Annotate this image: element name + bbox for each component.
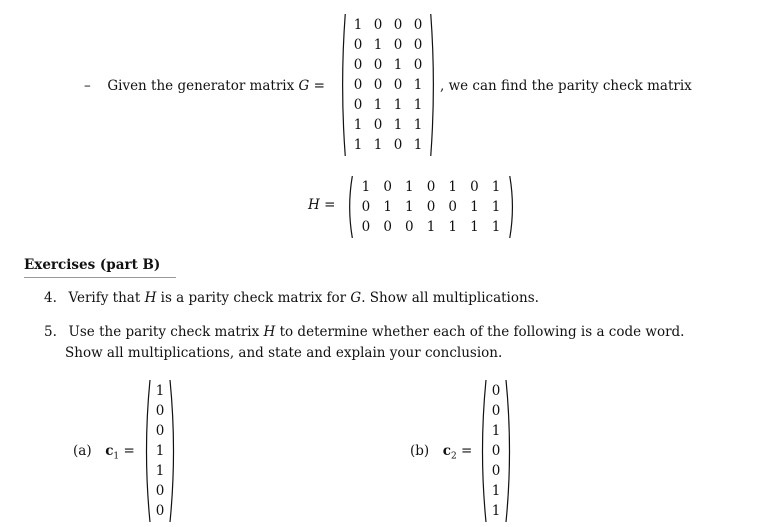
matrix-entry: 0 (491, 403, 501, 419)
matrix-entry: 0 (155, 503, 165, 519)
given-tail-text: , we can find the parity check matrix (440, 78, 692, 94)
matrix-entry: 0 (393, 137, 403, 153)
matrix-entry: 0 (155, 403, 165, 419)
vector-c2 (479, 380, 513, 522)
matrix-entry: 1 (155, 383, 165, 399)
item-text: Use the parity check matrix (68, 324, 264, 340)
matrix-entry: 0 (361, 199, 371, 215)
equals-sign: = (313, 78, 325, 94)
matrix-entry: 1 (491, 179, 501, 195)
item-text: is a parity check matrix for (156, 290, 351, 306)
part-label: (a) (73, 443, 92, 459)
matrix-entry: 0 (413, 57, 423, 73)
matrix-entry: 1 (413, 117, 423, 133)
matrix-entry: 1 (413, 97, 423, 113)
h-label (308, 197, 335, 213)
g-symbol: G (298, 78, 310, 94)
matrix-entry: 1 (491, 219, 501, 235)
vector-c2-entries (487, 380, 505, 522)
right-paren (505, 380, 513, 522)
exercise-item-4 (44, 290, 539, 306)
generator-matrix-g (340, 14, 436, 156)
matrix-entry: 0 (373, 17, 383, 33)
g-symbol: G (350, 290, 362, 306)
h-matrix-grid (353, 176, 509, 238)
vector-b-label (410, 443, 472, 462)
matrix-entry: 0 (373, 117, 383, 133)
item-text: . Show all multiplications. (361, 290, 539, 306)
matrix-entry: 1 (405, 179, 414, 195)
matrix-entry: 1 (393, 97, 403, 113)
matrix-entry: 0 (426, 179, 436, 195)
vector-subscript: 1 (113, 451, 120, 462)
matrix-entry: 1 (491, 503, 501, 519)
matrix-entry: 0 (393, 17, 403, 33)
matrix-entry: 0 (448, 199, 457, 215)
matrix-entry: 1 (353, 117, 363, 133)
equals-sign: = (461, 443, 473, 459)
matrix-entry: 1 (353, 17, 363, 33)
right-paren (509, 176, 515, 238)
matrix-entry: 0 (353, 97, 363, 113)
item-text: Verify that (68, 290, 145, 306)
h-symbol: H (144, 290, 157, 306)
vector-c1-entries (151, 380, 169, 522)
matrix-entry: 0 (155, 423, 165, 439)
matrix-entry: 0 (413, 17, 423, 33)
item-number: 5. (44, 324, 57, 340)
item-number: 4. (44, 290, 57, 306)
matrix-entry: 1 (353, 137, 363, 153)
right-paren (430, 14, 436, 156)
matrix-entry: 0 (383, 179, 392, 195)
matrix-entry: 1 (448, 219, 457, 235)
heading-underline (24, 277, 176, 278)
matrix-entry: 1 (373, 137, 383, 153)
exercises-heading: Exercises (part B) (24, 257, 161, 273)
matrix-entry: 1 (155, 443, 165, 459)
matrix-entry: 0 (426, 199, 436, 215)
vector-subscript: 2 (451, 451, 457, 462)
matrix-entry: 0 (383, 219, 392, 235)
matrix-entry: 0 (405, 219, 414, 235)
matrix-entry: 1 (405, 199, 414, 215)
matrix-entry: 1 (491, 199, 501, 215)
vector-name: c (105, 443, 114, 459)
given-lead-text: Given the generator matrix (107, 78, 295, 94)
matrix-entry: 1 (383, 199, 392, 215)
h-symbol: H (263, 324, 276, 340)
right-paren (169, 380, 177, 522)
matrix-entry: 1 (393, 57, 403, 73)
matrix-entry: 1 (373, 97, 383, 113)
vector-name: c (442, 443, 452, 459)
matrix-entry: 0 (393, 77, 403, 93)
matrix-entry: 1 (393, 117, 403, 133)
matrix-entry: 0 (353, 37, 363, 53)
equals-sign: = (123, 443, 135, 459)
matrix-entry: 1 (155, 463, 165, 479)
vector-a-label (73, 443, 135, 462)
matrix-entry: 1 (470, 199, 479, 215)
matrix-entry: 0 (491, 383, 501, 399)
matrix-entry: 0 (491, 443, 501, 459)
left-paren (143, 380, 151, 522)
matrix-entry: 1 (361, 179, 371, 195)
given-line (84, 78, 325, 94)
equals-sign: = (324, 197, 336, 213)
matrix-entry: 0 (373, 77, 383, 93)
dash: – (84, 78, 91, 94)
matrix-entry: 0 (393, 37, 403, 53)
matrix-entry: 1 (448, 179, 457, 195)
vector-c1 (143, 380, 177, 522)
matrix-entry: 1 (373, 37, 383, 53)
matrix-entry: 1 (413, 77, 423, 93)
matrix-entry: 0 (353, 57, 363, 73)
exercise-item-5-line-2: Show all multiplications, and state and explain your conclusion. (65, 345, 503, 361)
g-matrix-grid (346, 14, 430, 156)
matrix-entry: 0 (413, 37, 423, 53)
matrix-entry: 0 (373, 57, 383, 73)
h-symbol: H (308, 197, 320, 213)
left-paren (479, 380, 487, 522)
matrix-entry: 0 (361, 219, 371, 235)
exercise-item-5 (44, 324, 684, 340)
matrix-entry: 0 (353, 77, 363, 93)
matrix-entry: 0 (491, 463, 501, 479)
matrix-entry: 1 (491, 423, 501, 439)
parity-check-matrix-h (347, 176, 515, 238)
matrix-entry: 0 (470, 179, 479, 195)
item-text: to determine whether each of the following is a code word. (275, 324, 685, 340)
matrix-entry: 0 (155, 483, 165, 499)
part-label: (b) (410, 443, 430, 459)
matrix-entry: 1 (470, 219, 479, 235)
matrix-entry: 1 (426, 219, 436, 235)
matrix-entry: 1 (491, 483, 501, 499)
matrix-entry: 1 (413, 137, 423, 153)
